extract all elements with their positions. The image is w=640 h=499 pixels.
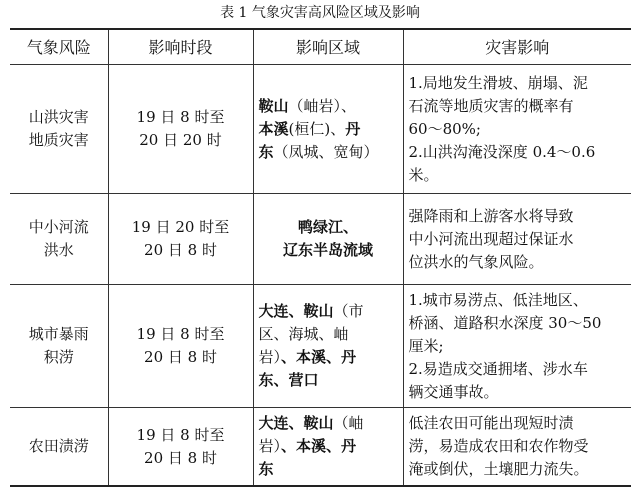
period-line: 20 日 8 时 — [144, 241, 217, 259]
area-segment: 丹 — [345, 119, 361, 138]
area-cell — [253, 194, 403, 285]
area-segment: （岫 — [333, 414, 364, 432]
area-line — [259, 141, 398, 164]
impact-line: 低洼农田可能出现短时渍 — [408, 414, 574, 432]
area-segment: (桓仁)、 — [288, 119, 346, 138]
impact-line: 中小河流出现超过保证水 — [408, 229, 574, 248]
hazard-line: 中小河流 — [28, 218, 89, 236]
area-segment: 鸭绿江、 — [297, 218, 358, 236]
impact-line: 厘米; — [408, 336, 444, 355]
period-cell — [108, 65, 253, 194]
area-segment: 岩） — [258, 437, 282, 455]
table-caption: 表 1 气象灾害高风险区域及影响 — [220, 5, 420, 21]
impact-line: 辆交通事故。 — [408, 382, 499, 401]
area-segment: 本溪 — [258, 119, 289, 138]
area-line — [259, 412, 398, 435]
period-line: 19 日 8 时至 — [136, 108, 225, 126]
table-row — [10, 65, 631, 194]
table-row — [10, 194, 631, 285]
area-line — [259, 239, 398, 262]
impact-cell — [403, 194, 631, 285]
area-line — [259, 95, 398, 118]
area-line — [259, 369, 398, 392]
area-cell — [253, 285, 403, 408]
impact-line: 1.城市易涝点、低洼地区、 — [408, 290, 588, 309]
header-period: 影响时段 — [108, 29, 253, 65]
header-hazard: 气象风险 — [10, 29, 108, 65]
header-area: 影响区域 — [253, 29, 403, 65]
impact-line: 强降雨和上游客水将导致 — [408, 206, 574, 225]
period-line: 19 日 8 时至 — [136, 425, 225, 444]
area-cell — [253, 408, 403, 487]
table-row — [10, 408, 631, 487]
hazard-cell — [10, 65, 108, 194]
impact-line: 涝，易造成农田和农作物受 — [408, 437, 589, 455]
hazard-line: 山洪灾害 — [28, 108, 89, 126]
period-cell — [108, 194, 253, 285]
area-segment: 区、海城、岫 — [258, 325, 349, 343]
impact-line: 淹或倒伏，土壤肥力流失。 — [408, 460, 589, 478]
area-segment: 岩） — [258, 348, 282, 366]
table-row — [10, 285, 631, 408]
impact-line: 60～80%; — [408, 119, 481, 138]
impact-line: 2.山洪沟淹没深度 0.4～0.6 — [408, 142, 596, 161]
impact-line: 米。 — [408, 165, 439, 184]
hazard-line: 积涝 — [43, 348, 74, 366]
area-segment: 东 — [258, 460, 274, 478]
hazard-cell — [10, 408, 108, 487]
impact-cell — [403, 65, 631, 194]
impact-cell — [403, 285, 631, 408]
area-line — [259, 458, 398, 481]
hazard-cell — [10, 285, 108, 408]
period-line: 19 日 20 时至 — [131, 218, 230, 236]
area-line — [259, 216, 398, 239]
impact-line: 位洪水的气象风险。 — [408, 252, 544, 271]
area-line — [259, 300, 398, 323]
hazard-line: 城市暴雨 — [28, 325, 89, 343]
area-segment: （岫岩）、 — [288, 96, 357, 115]
header-impact: 灾害影响 — [403, 29, 631, 65]
area-segment: 、本溪、丹 — [281, 348, 357, 366]
area-line — [259, 323, 398, 346]
area-segment: 、本溪、丹 — [281, 437, 357, 455]
area-segment: 大连、鞍山 — [258, 414, 334, 432]
area-segment: 鞍山 — [258, 96, 289, 115]
area-segment: 大连、鞍山 — [258, 302, 334, 320]
area-cell — [253, 65, 403, 194]
area-line — [259, 435, 398, 458]
area-segment: （市 — [333, 302, 364, 320]
impact-line: 石流等地质灾害的概率有 — [408, 96, 574, 115]
table-header-row — [10, 29, 631, 65]
area-segment: 东 — [258, 142, 274, 161]
impact-line: 桥涵、道路积水深度 30～50 — [408, 313, 602, 332]
area-line — [259, 118, 398, 141]
hazard-line: 洪水 — [43, 241, 74, 259]
area-line — [259, 346, 398, 369]
period-line: 19 日 8 时至 — [136, 325, 225, 343]
hazard-line: 地质灾害 — [28, 131, 89, 149]
hazard-cell — [10, 194, 108, 285]
area-segment: 东、营口 — [258, 371, 319, 389]
period-cell — [108, 408, 253, 487]
area-segment: 辽东半岛流域 — [282, 241, 373, 259]
impact-line: 1.局地发生滑坡、崩塌、泥 — [408, 73, 588, 92]
hazard-line: 农田渍涝 — [28, 437, 89, 455]
impact-cell — [403, 408, 631, 487]
area-segment: （凤城、宽甸） — [273, 142, 379, 161]
impact-line: 2.易造成交通拥堵、涉水车 — [408, 359, 588, 378]
period-line: 20 日 8 时 — [144, 448, 217, 467]
period-line: 20 日 20 时 — [139, 131, 222, 149]
period-cell — [108, 285, 253, 408]
period-line: 20 日 8 时 — [144, 348, 217, 366]
risk-table — [10, 28, 631, 487]
